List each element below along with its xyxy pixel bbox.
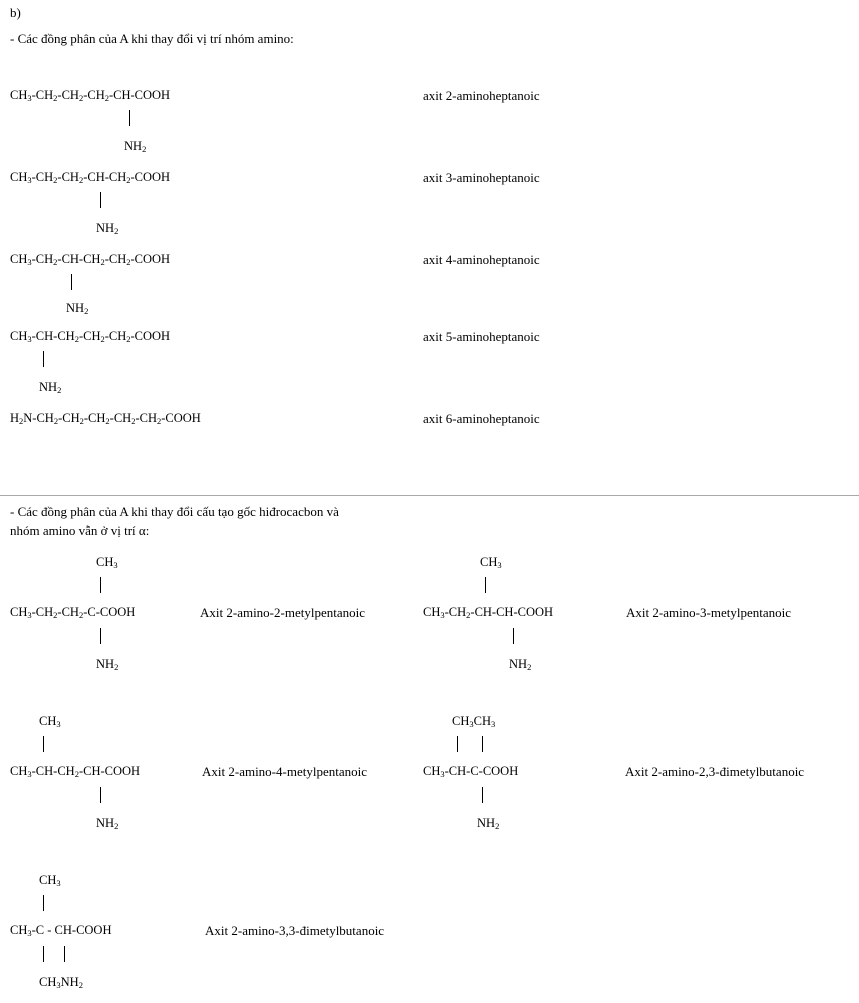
bond-line — [71, 274, 72, 290]
isomer-name-3: axit 4-aminoheptanoic — [423, 252, 540, 267]
bond-line — [43, 946, 44, 962]
formula-amino-3: $NH_2$ — [66, 301, 89, 316]
bond-line — [482, 736, 483, 752]
isomer-name-2: axit 3-aminoheptanoic — [423, 170, 540, 185]
bond-line — [64, 946, 65, 962]
section-divider — [0, 495, 859, 496]
intro-skeleton-isomers-1: - Các đồng phân của A khi thay đổi cấu tạo gốc hiđrocacbon và — [10, 504, 339, 519]
formula-top-d3: $CH_3$ — [39, 714, 61, 729]
isomer-name-d5: Axit 2-amino-3,3-đimetylbutanoic — [205, 923, 385, 938]
formula-chain-2: $CH_3-CH_2-CH_2-CH-CH_2$-COOH — [10, 170, 171, 185]
formula-amino-2: $NH_2$ — [96, 221, 119, 236]
formula-top-d1: $CH_3$ — [96, 555, 118, 570]
bond-line — [43, 736, 44, 752]
bond-line — [100, 628, 101, 644]
bond-line — [43, 351, 44, 367]
isomer-name-d1: Axit 2-amino-2-metylpentanoic — [200, 605, 365, 620]
formula-chain-d3: $CH_3-CH-CH_2-CH$-COOH — [10, 764, 141, 779]
isomer-name-d2: Axit 2-amino-3-metylpentanoic — [626, 605, 791, 620]
formula-chain-d4: $CH_3-CH-C$-COOH — [423, 764, 519, 779]
bond-line — [43, 895, 44, 911]
bond-line — [513, 628, 514, 644]
formula-bottom-d1: $NH_2$ — [96, 657, 119, 672]
formula-bottom-d3: $NH_2$ — [96, 816, 119, 831]
bond-line — [100, 577, 101, 593]
clipped-amino-label — [66, 301, 106, 316]
isomer-name-5: axit 6-aminoheptanoic — [423, 411, 540, 426]
formula-chain-d2: $CH_3-CH_2-CH-CH$-COOH — [423, 605, 554, 620]
formula-chain-d1: $CH_3-CH_2-CH_2-C$-COOH — [10, 605, 136, 620]
bond-line — [100, 192, 101, 208]
formula-top-d4: $CH_3CH_3$ — [452, 714, 496, 729]
bond-line — [457, 736, 458, 752]
isomer-name-1: axit 2-aminoheptanoic — [423, 88, 540, 103]
bond-line — [129, 110, 130, 126]
bond-line — [100, 787, 101, 803]
isomer-name-d3: Axit 2-amino-4-metylpentanoic — [202, 764, 367, 779]
intro-position-isomers: - Các đồng phân của A khi thay đổi vị trí nhóm amino: — [10, 31, 294, 46]
formula-chain-5: $H_2N-CH_2-CH_2-CH_2-CH_2-CH_2$-COOH — [10, 411, 201, 426]
formula-bottom-d2: $NH_2$ — [509, 657, 532, 672]
formula-bottom-d5: $CH_3NH_2$ — [39, 975, 83, 990]
formula-chain-4: $CH_3-CH-CH_2-CH_2-CH_2$-COOH — [10, 329, 171, 344]
isomer-name-d4: Axit 2-amino-2,3-đimetylbutanoic — [625, 764, 805, 779]
formula-bottom-d4: $NH_2$ — [477, 816, 500, 831]
formula-chain-3: $CH_3-CH_2-CH-CH_2-CH_2$-COOH — [10, 252, 171, 267]
formula-chain-d5: $CH_3-C$ - CH-COOH — [10, 923, 112, 938]
part-label: b) — [10, 5, 21, 20]
formula-top-d5: $CH_3$ — [39, 873, 61, 888]
bond-line — [485, 577, 486, 593]
isomer-name-4: axit 5-aminoheptanoic — [423, 329, 540, 344]
intro-skeleton-isomers-2: nhóm amino vẫn ở vị trí α: — [10, 523, 150, 538]
formula-amino-4: $NH_2$ — [39, 380, 62, 395]
formula-chain-1: $CH_3-CH_2-CH_2-CH_2-CH$-COOH — [10, 88, 171, 103]
formula-amino-1: $NH_2$ — [124, 139, 147, 154]
bond-line — [482, 787, 483, 803]
formula-top-d2: $CH_3$ — [480, 555, 502, 570]
